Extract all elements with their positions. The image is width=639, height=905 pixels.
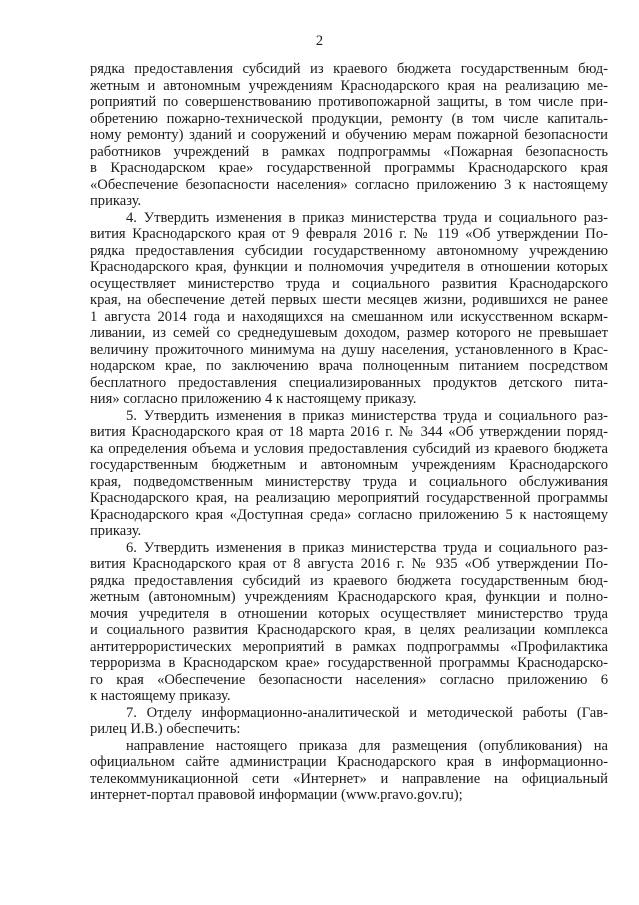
text-line: края, на обеспечение детей первых шести месяцев жизни, родившихся не ранее	[90, 292, 608, 308]
text-line: ка определения объема и условия предоставления субсидий из краевого бюджета	[90, 440, 608, 457]
text-line: приказу.	[90, 193, 142, 209]
text-line: ливании, из семей со среднедушевым доходом, размер которого не превышает	[90, 325, 608, 341]
text-line: терроризма в Краснодарском крае» государственной программы Краснодарско-	[90, 655, 608, 671]
text-line: бесплатного предоставления специализированных продуктов детского пита-	[90, 374, 608, 391]
text-line: жетным и автономным учреждениям Краснодарского края на реализацию ме-	[90, 77, 608, 94]
page-number: 2	[315, 33, 324, 49]
text-line: 1 августа 2014 года и находящихся на смешанном или искусственном вскарм-	[90, 308, 608, 325]
text-line: нодарском крае, по заключению врача полноценным питанием посредством	[90, 358, 608, 374]
text-line: рядка предоставления субсидии государственному автономному учреждению	[90, 242, 608, 259]
text-line: вития Краснодарского края от 9 февраля 2016 г. № 119 «Об утверждении По-	[90, 226, 608, 242]
text-line: го края «Обеспечение безопасности населения» согласно приложению 6	[90, 671, 608, 688]
text-line: ному ремонту) зданий и сооружений и обучению мерам пожарной безопасности	[90, 127, 608, 143]
paragraph-p5	[90, 408, 608, 540]
text-line: работников учреждений в рамках подпрограммы «Пожарная безопасность	[90, 143, 608, 160]
text-line: телекоммуникационной сети «Интернет» и направление на официальный	[90, 770, 608, 787]
text-line: Краснодарского края «Доступная среда» согласно приложению 5 к настоящему	[90, 506, 608, 523]
document-body	[90, 61, 608, 804]
text-line: величину прожиточного минимума на душу населения, установленного в Крас-	[90, 341, 608, 358]
text-line: антитеррористических мероприятий в рамках подпрограммы «Профилактика	[90, 638, 608, 655]
text-line: вития Краснодарского края от 18 марта 2016 г. № 344 «Об утверждении поряд-	[90, 424, 608, 440]
text-line: Краснодарского края, функции и полномочия учредителя в отношении которых	[90, 259, 608, 275]
text-line: ния» согласно приложению 4 к настоящему приказу.	[90, 391, 417, 407]
paragraph-p6	[90, 540, 608, 705]
text-line: осуществляет министерство труда и социального развития Краснодарского	[90, 275, 608, 292]
text-line: официальном сайте администрации Краснодарского края в информационно-	[90, 754, 608, 770]
text-line: 5. Утвердить изменения в приказ министерства труда и социального раз-	[126, 407, 608, 424]
text-line: 4. Утвердить изменения в приказ министерства труда и социального раз-	[126, 209, 608, 226]
paragraph-p7-item1	[90, 738, 608, 804]
text-line: рядка предоставления субсидий из краевого бюджета государственным бюд-	[90, 61, 608, 77]
text-line: и социального развития Краснодарского края, в целях реализации комплекса	[90, 622, 608, 638]
text-line: Краснодарского края, на реализацию мероприятий государственной программы	[90, 490, 608, 506]
text-line: 6. Утвердить изменения в приказ министерства труда и социального раз-	[126, 539, 608, 556]
text-line: мочия учредителя в отношении которых осуществляет министерство труда	[90, 605, 608, 622]
text-line: к настоящему приказу.	[90, 688, 231, 704]
text-line: вития Краснодарского края от 8 августа 2016 г. № 935 «Об утверждении По-	[90, 556, 608, 572]
text-line: роприятий по совершенствованию противопожарной защиты, в том числе при-	[90, 94, 608, 110]
text-line: рилец И.В.) обеспечить:	[90, 721, 241, 737]
paragraph-p4	[90, 210, 608, 408]
paragraph-p7	[90, 705, 608, 738]
text-line: жетным (автономным) учреждениям Краснодарского края, функции и полно-	[90, 589, 608, 605]
text-line: направление настоящего приказа для размещения (опубликования) на	[126, 737, 608, 754]
text-line: «Обеспечение безопасности населения» согласно приложению 3 к настоящему	[90, 176, 608, 193]
text-line: рядка предоставления субсидий из краевого бюджета государственным бюд-	[90, 572, 608, 589]
text-line: обретению пожарно-технической продукции, ремонту (в том числе капиталь-	[90, 110, 608, 127]
paragraph-p3-continuation	[90, 61, 608, 210]
text-line: 7. Отделу информационно-аналитической и методической работы (Гав-	[126, 704, 608, 721]
text-line: приказу.	[90, 523, 142, 539]
text-line: в Краснодарском крае» государственной программы Краснодарского края	[90, 160, 608, 176]
text-line: интернет-портал правовой информации (www.pravo.gov.ru);	[90, 787, 463, 803]
text-line: края, подведомственным министерству труда и социального обслуживания	[90, 473, 608, 490]
text-line: государственным бюджетным и автономным учреждениям Краснодарского	[90, 457, 608, 473]
